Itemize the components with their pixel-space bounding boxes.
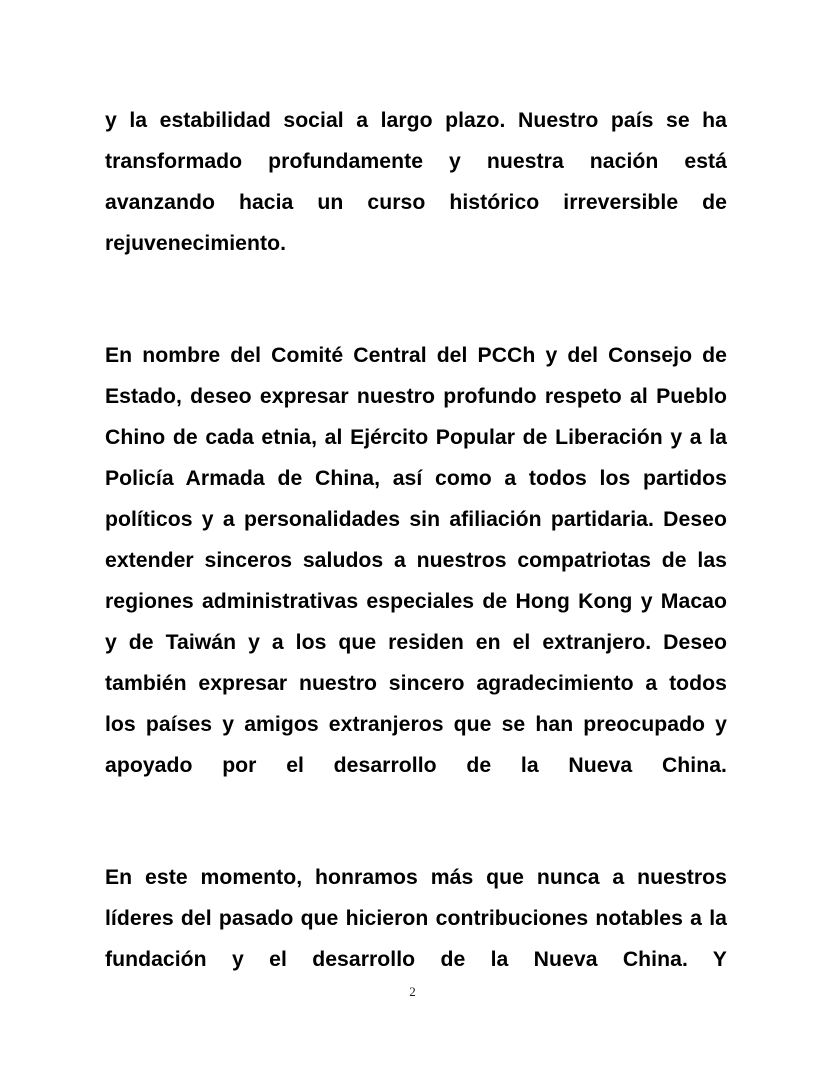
- body-paragraph-1: y la estabilidad social a largo plazo. Nuestro país se ha transformado profundamente y nuestra nación está avanzando hacia un curso histórico irreversible de rejuvenecimiento.: [105, 109, 727, 255]
- document-body: [105, 100, 727, 1021]
- body-paragraph-3: En este momento, honramos más que nunca a nuestros líderes del pasado que hicieron contribuciones notables a la fundación y el desarrollo de la Nueva China. Y: [105, 866, 727, 971]
- body-paragraph-2: En nombre del Comité Central del PCCh y del Consejo de Estado, deseo expresar nuestro profundo respeto al Pueblo Chino de cada etnia, al Ejército Popular de Liberación y a la Policía Armada de China, así como a todos los partidos políticos y a personalidades sin afiliación partidaria. Deseo extender sinceros saludos a nuestros compatriotas de las regiones administrativas especiales de Hong Kong y Macao y de Taiwán y a los que residen en el extranjero. Deseo también expresar nuestro sincero agradecimiento a todos los países y amigos extranjeros que se han preocupado y apoyado por el desarrollo de la Nueva China.: [105, 344, 727, 777]
- page-number: 2: [409, 984, 416, 999]
